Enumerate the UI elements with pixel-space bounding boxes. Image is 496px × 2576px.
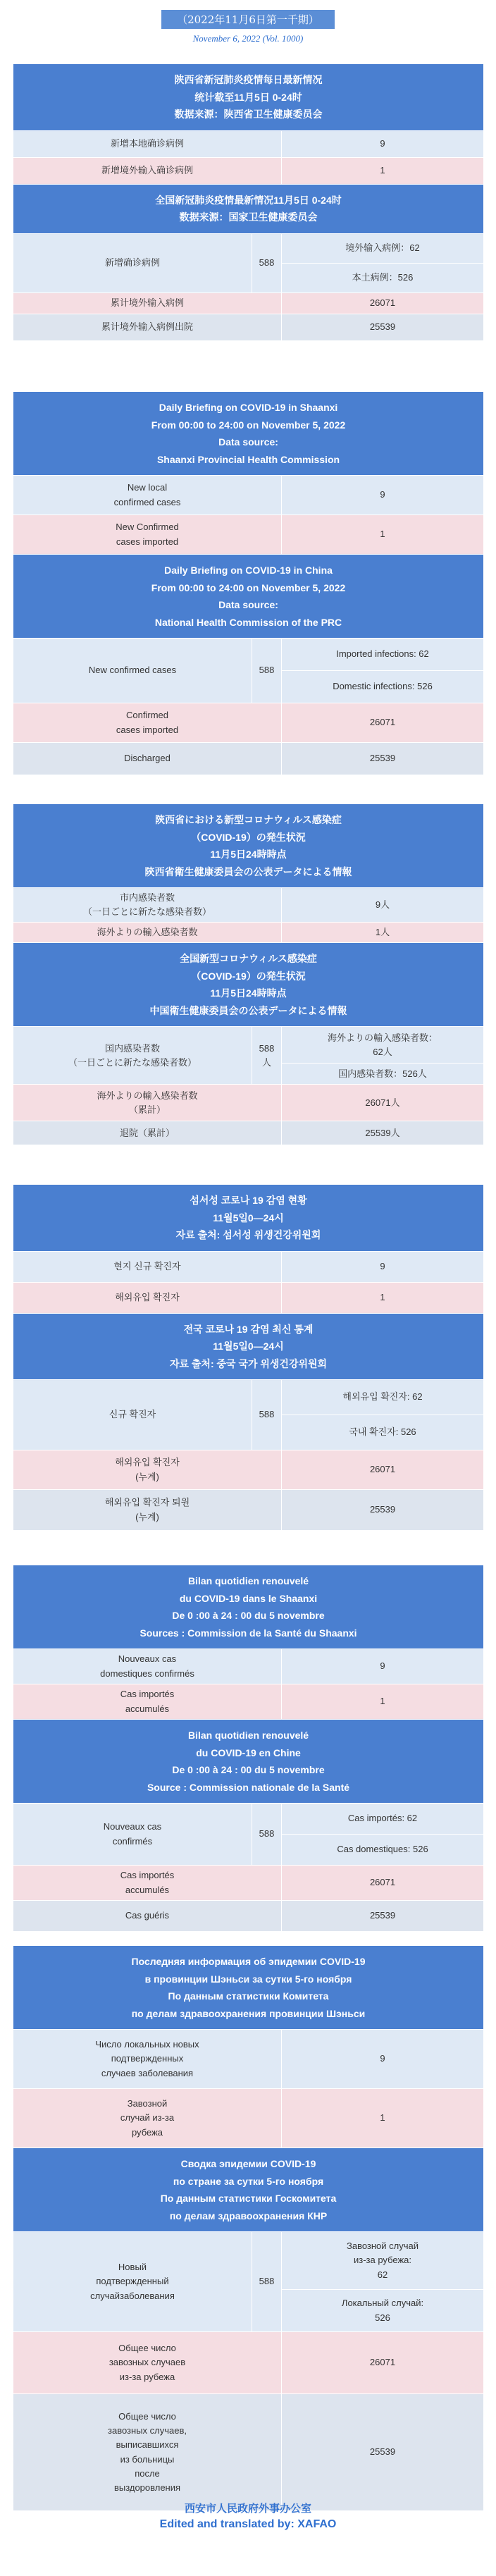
zh-discharged-label: 累计境外输入病例出院 xyxy=(13,314,282,340)
ja-domestic-sub: 国内感染者数：526人 xyxy=(282,1064,484,1085)
en-shaanxi-header: Daily Briefing on COVID-19 in Shaanxi From 00:00 to 24:00 on November 5, 2022 Data source: Shaanxi Provincial Health Commission xyxy=(13,392,484,476)
en-domestic-sub: Domestic infections: 526 xyxy=(282,671,484,703)
ja-imported-sub: 海外よりの輸入感染者数： 62人 xyxy=(282,1027,484,1064)
ko-cum-value: 26071 xyxy=(282,1450,484,1490)
fr-cum-label: Cas importés accumulés xyxy=(13,1866,282,1901)
ru-imported-label: Завозной случай из-за рубежа xyxy=(13,2089,282,2148)
issue-header xyxy=(0,0,496,44)
ja-discharged-label: 退院（累計） xyxy=(13,1121,282,1145)
en-china-header: Daily Briefing on COVID-19 in China From 00:00 to 24:00 on November 5, 2022 Data source: National Health Commission of the PRC xyxy=(13,555,484,639)
ko-imported-sub: 해외유입 확진자: 62 xyxy=(282,1380,484,1415)
ko-discharged-label: 해외유입 확진자 퇴원 (누계) xyxy=(13,1490,282,1531)
ja-china-header: 全国新型コロナウィルス感染症 （COVID-19）の発生状況 11月5日24時時点 中国衛生健康委員会の公表データによる情報 xyxy=(13,943,484,1027)
zh-imported-value: 1 xyxy=(282,157,484,184)
fr-imported-sub: Cas importés: 62 xyxy=(282,1804,484,1835)
ja-shaanxi-header: 陝西省における新型コロナウィルス感染症 （COVID-19）の発生状況 11月5日24時時点 陝西省衛生健康委員会の公表データによる情報 xyxy=(13,804,484,888)
fr-section xyxy=(13,1565,483,1932)
ru-cum-value: 26071 xyxy=(282,2332,484,2394)
fr-local-label: Nouveaux cas domestiques confirmés xyxy=(13,1649,282,1684)
footer-org: 西安市人民政府外事办公室 xyxy=(184,2503,311,2515)
en-cum-label: Confirmed cases imported xyxy=(13,703,282,743)
ko-confirmed-value: 588 xyxy=(252,1380,282,1450)
ru-shaanxi-header: Последняя информация об эпидемии COVID-19 в провинции Шэньси за сутки 5-го ноября По данным статистики Комитета по делам здравоохранения провинции Шэньси xyxy=(13,1946,484,2030)
ko-local-value: 9 xyxy=(282,1251,484,1282)
zh-cum-value: 26071 xyxy=(282,292,484,314)
zh-confirmed-label: 新增确诊病例 xyxy=(13,233,252,292)
ko-confirmed-label: 신규 확진자 xyxy=(13,1380,252,1450)
ru-imported-sub: Завозной случай из-за рубежа: 62 xyxy=(282,2232,484,2290)
en-discharged-value: 25539 xyxy=(282,743,484,775)
en-confirmed-label: New confirmed cases xyxy=(13,639,252,703)
fr-imported-value: 1 xyxy=(282,1684,484,1720)
ko-cum-label: 해외유입 확진자 (누계) xyxy=(13,1450,282,1490)
ja-discharged-value: 25539人 xyxy=(282,1121,484,1145)
fr-discharged-label: Cas guéris xyxy=(13,1901,282,1932)
ja-confirmed-value: 588人 xyxy=(252,1027,282,1085)
en-imported-sub: Imported infections: 62 xyxy=(282,639,484,671)
fr-china-header: Bilan quotidien renouvelé du COVID-19 en Chine De 0 :00 à 24 : 00 du 5 novembre Source : Commission nationale de la Santé xyxy=(13,1720,484,1804)
zh-local-value: 9 xyxy=(282,130,484,157)
ko-local-label: 현지 신규 확진자 xyxy=(13,1251,282,1282)
zh-cum-label: 累计境外输入病例 xyxy=(13,292,282,314)
ko-imported-value: 1 xyxy=(282,1282,484,1313)
footer xyxy=(0,2501,496,2531)
ja-confirmed-label: 国内感染者数 （一日ごとに新たな感染者数） xyxy=(13,1027,252,1085)
ko-section xyxy=(13,1184,483,1531)
ru-confirmed-label: Новый подтвержденный случайзаболевания xyxy=(13,2232,252,2332)
zh-discharged-value: 25539 xyxy=(282,314,484,340)
ko-discharged-value: 25539 xyxy=(282,1490,484,1531)
ko-shaanxi-header: 섬서성 코로나 19 감염 현황 11월5일0—24시 자료 출처: 섬서성 위생건강위원회 xyxy=(13,1185,484,1252)
zh-shaanxi-header: 陕西省新冠肺炎疫情每日最新情况 统计截至11月5日 0-24时 数据来源：陕西省卫生健康委员会 xyxy=(13,64,484,131)
fr-confirmed-label: Nouveaux cas confirmés xyxy=(13,1804,252,1866)
ru-china-header: Сводка эпидемии COVID-19 по стране за сутки 5-го ноября По данным статистики Госкомитета по делам здравоохранения КНР xyxy=(13,2148,484,2232)
ru-local-label: Число локальных новых подтвержденных случаев заболевания xyxy=(13,2030,282,2089)
ru-local-value: 9 xyxy=(282,2030,484,2089)
ja-local-label: 市内感染者数 （一日ごとに新たな感染者数） xyxy=(13,888,282,923)
en-cum-value: 26071 xyxy=(282,703,484,743)
ru-cum-label: Общее число завозных случаев из-за рубежа xyxy=(13,2332,282,2394)
ja-local-value: 9人 xyxy=(282,888,484,923)
ko-china-header: 전국 코로나 19 감염 최신 통계 11월5일0—24시 자료 출처: 중국 국가 위생건강위원회 xyxy=(13,1313,484,1380)
ja-cum-value: 26071人 xyxy=(282,1085,484,1121)
en-confirmed-value: 588 xyxy=(252,639,282,703)
ru-discharged-label: Общее число завозных случаев, выписавшихся из больницы после выздоровления xyxy=(13,2394,282,2511)
en-imported-value: 1 xyxy=(282,515,484,555)
ru-discharged-value: 25539 xyxy=(282,2394,484,2511)
fr-cum-value: 26071 xyxy=(282,1866,484,1901)
en-section xyxy=(13,391,483,775)
zh-domestic-sub: 本土病例：526 xyxy=(282,263,484,292)
ru-domestic-sub: Локальный случай: 526 xyxy=(282,2290,484,2332)
en-discharged-label: Discharged xyxy=(13,743,282,775)
fr-local-value: 9 xyxy=(282,1649,484,1684)
fr-shaanxi-header: Bilan quotidien renouvelé du COVID-19 dans le Shaanxi De 0 :00 à 24 : 00 du 5 novembre Sources : Commission de la Santé du Shaanxi xyxy=(13,1565,484,1649)
issue-date: November 6, 2022 (Vol. 1000) xyxy=(192,33,304,44)
footer-credit: Edited and translated by: XAFAO xyxy=(159,2518,337,2530)
ja-imported-label: 海外よりの輸入感染者数 xyxy=(13,923,282,943)
fr-confirmed-value: 588 xyxy=(252,1804,282,1866)
fr-imported-label: Cas importés accumulés xyxy=(13,1684,282,1720)
ja-section xyxy=(13,803,483,1145)
zh-local-label: 新增本地确诊病例 xyxy=(13,130,282,157)
ko-imported-label: 해외유입 확진자 xyxy=(13,1282,282,1313)
zh-imported-sub: 境外输入病例：62 xyxy=(282,233,484,263)
fr-domestic-sub: Cas domestiques: 526 xyxy=(282,1835,484,1866)
en-local-label: New local confirmed cases xyxy=(13,476,282,515)
ja-cum-label: 海外よりの輸入感染者数 （累計） xyxy=(13,1085,282,1121)
ru-confirmed-value: 588 xyxy=(252,2232,282,2332)
en-local-value: 9 xyxy=(282,476,484,515)
zh-confirmed-value: 588 xyxy=(252,233,282,292)
zh-imported-label: 新增境外输入确诊病例 xyxy=(13,157,282,184)
ru-imported-value: 1 xyxy=(282,2089,484,2148)
ja-imported-value: 1人 xyxy=(282,923,484,943)
en-imported-label: New Confirmed cases imported xyxy=(13,515,282,555)
issue-label: （2022年11月6日第一千期） xyxy=(161,10,335,29)
fr-discharged-value: 25539 xyxy=(282,1901,484,1932)
zh-china-header: 全国新冠肺炎疫情最新情况11月5日 0-24时 数据来源：国家卫生健康委员会 xyxy=(13,184,484,233)
ko-domestic-sub: 국내 확진자: 526 xyxy=(282,1415,484,1450)
zh-section xyxy=(13,63,483,341)
ru-section xyxy=(13,1945,483,2511)
